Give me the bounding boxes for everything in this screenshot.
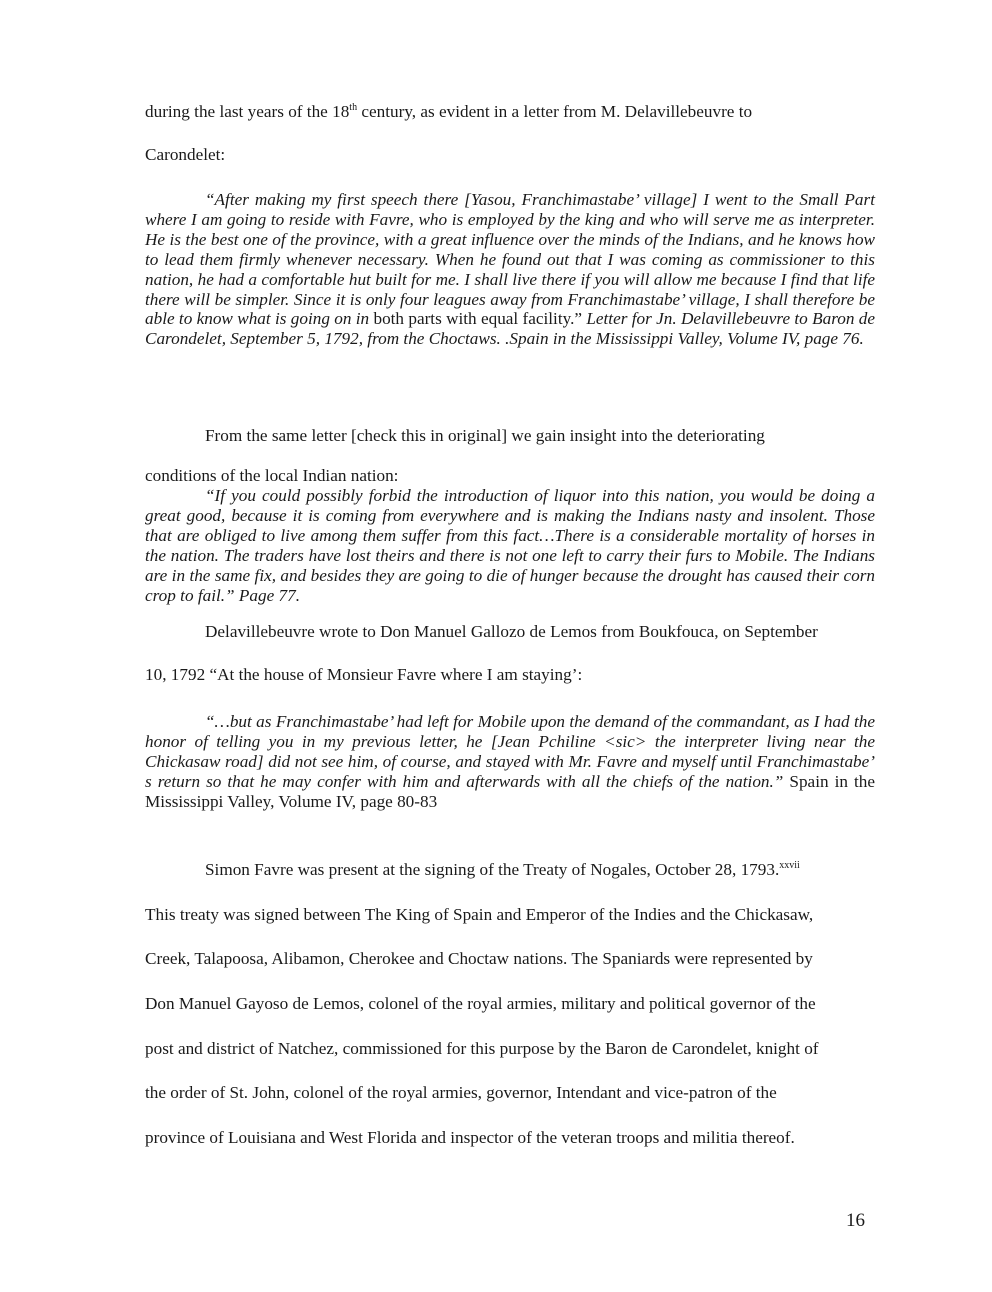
citation: Letter for Jn. Delavillebeuvre to Baron de Carondelet, September 5, 1792, from the Choctaws. .Spain in the Mississippi Valley, Volume IV, page 76. xyxy=(145,309,875,349)
body-line: province of Louisiana and West Florida and inspector of the veteran troops and militia thereof. xyxy=(145,1128,795,1147)
body-line: Creek, Talapoosa, Alibamon, Cherokee and Choctaw nations. The Spaniards were represented by xyxy=(145,949,813,968)
block-quote xyxy=(145,486,875,605)
body-line: Carondelet: xyxy=(145,145,226,164)
body-line: during the last years of the 18th century, as evident in a letter from M. Delavillebeuvre to xyxy=(145,102,753,121)
body-line: 10, 1792 “At the house of Monsieur Favre where I am staying’: xyxy=(145,665,583,684)
block-quote xyxy=(145,190,875,349)
page-number: 16 xyxy=(846,1210,865,1231)
quote-text: “If you could possibly forbid the introduction of liquor into this nation, you would be doing a great good, because it is coming from everywhere and is making the Indians nasty and insolent. Those that are obliged to live among them suffer from this fact…There is a considerable mortality of horses in the nation. The traders have lost theirs and there is not one left to carry their furs to Mobile. The Indians are in the same fix, and besides they are going to die of hunger because the drought has caused their corn crop to fail.” Page 77. xyxy=(145,486,875,605)
quote-text-roman: both parts with equal facility.” xyxy=(369,309,587,329)
endnote-marker: xxvii xyxy=(779,860,800,871)
body-line: Simon Favre was present at the signing of the Treaty of Nogales, October 28, 1793.$^{xxvii}$ xyxy=(205,860,800,879)
body-line: From the same letter [check this in original] we gain insight into the deteriorating xyxy=(205,426,765,445)
body-line: conditions of the local Indian nation: xyxy=(145,466,399,485)
body-line: the order of St. John, colonel of the royal armies, governor, Intendant and vice-patron of the xyxy=(145,1083,777,1102)
block-quote xyxy=(145,712,875,812)
quote-text: “…but as Franchimastabe’ had left for Mobile upon the demand of the commandant, as I had the honor of telling you in my previous letter, he [Jean Pchiline <sic> the interpreter living near the Chickasaw road] did not see him, of course, and stayed with Mr. Favre and myself until Franchimastabe’ s return so that he may confer with him and afterwards with all the chiefs of the nation.” xyxy=(145,712,875,791)
citation: Spain in the Mississippi Valley, Volume IV, page 80-83 xyxy=(145,771,875,811)
body-line: post and district of Natchez, commissioned for this purpose by the Baron de Carondelet, knight of xyxy=(145,1039,819,1058)
body-line: Delavillebeuvre wrote to Don Manuel Gallozo de Lemos from Boukfouca, on September xyxy=(205,622,818,641)
superscript: th xyxy=(349,102,358,113)
body-line: Don Manuel Gayoso de Lemos, colonel of the royal armies, military and political governor of the xyxy=(145,994,816,1013)
body-line: This treaty was signed between The King of Spain and Emperor of the Indies and the Chickasaw, xyxy=(145,905,814,924)
quote-text: “After making my first speech there [Yasou, Franchimastabe’ village] I went to the Small Part where I am going to reside with Favre, who is employed by the king and who will serve me as interpreter. He is the best one of the province, with a great influence over the minds of the Indians, and he knows how to lead them firmly whenever necessary. When he found out that I was coming as commissioner to this nation, he had a comfortable hut built for me. I shall live there if you will allow me because I find that life there will be simpler. Since it is only four leagues away from Franchimastabe’ village, I shall therefore be able to know what is going on in xyxy=(145,190,875,329)
